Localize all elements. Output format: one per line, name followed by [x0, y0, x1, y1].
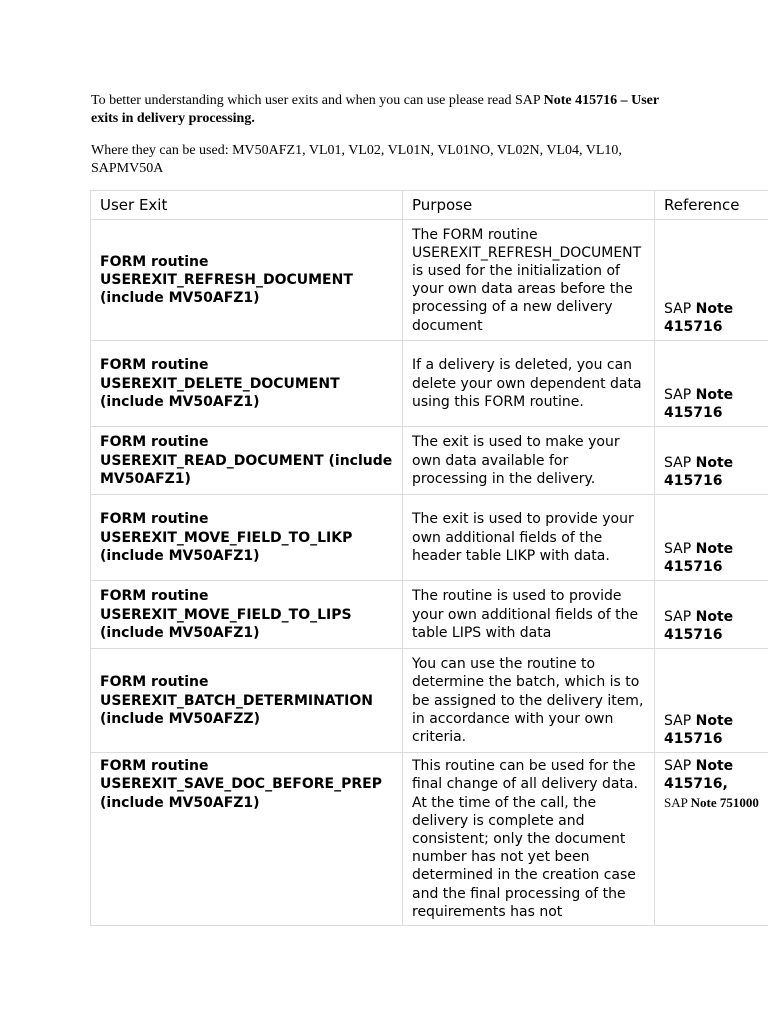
reference-prefix: SAP [664, 608, 696, 625]
purpose-cell: You can use the routine to determine the batch, which is to be assigned to the delivery item, in accordance with your own criteria. [403, 649, 655, 753]
user-exit-name: FORM routine USEREXIT_BATCH_DETERMINATION (include MV50AFZZ) [100, 674, 373, 727]
user-exit-name: FORM routine USEREXIT_MOVE_FIELD_TO_LIPS (include MV50AFZ1) [100, 588, 352, 641]
purpose-cell: If a delivery is deleted, you can delete your own dependent data using this FORM routine. [403, 341, 655, 427]
user-exit-name: FORM routine USEREXIT_READ_DOCUMENT (include MV50AFZ1) [100, 434, 393, 487]
user-exit-cell [91, 649, 403, 753]
intro-paragraph [91, 92, 661, 128]
user-exit-cell [91, 581, 403, 649]
header-purpose: Purpose [403, 191, 655, 220]
reference-note: Note 415716 [664, 386, 734, 421]
user-exit-cell [91, 495, 403, 581]
usage-paragraph: Where they can be used: MV50AFZ1, VL01, VL02, VL01N, VL01NO, VL02N, VL04, VL10, SAPMV50A [91, 143, 622, 176]
header-reference: Reference [655, 191, 768, 220]
table-row [91, 495, 768, 581]
reference-cell [655, 581, 768, 649]
user-exit-name: FORM routine USEREXIT_REFRESH_DOCUMENT (include MV50AFZ1) [100, 253, 353, 307]
reference-cell [655, 753, 768, 926]
reference-cell [655, 427, 768, 495]
table-row [91, 341, 768, 427]
table-row [91, 753, 768, 926]
reference-prefix: SAP [664, 712, 696, 729]
user-exits-table [90, 190, 768, 926]
purpose-cell: This routine can be used for the final change of all delivery data. At the time of the call, the delivery is complete and consistent; only the document number has not yet been determined in the creation case and the final processing of the requirements has not [403, 753, 655, 926]
reference-prefix: SAP [664, 300, 696, 317]
table-row [91, 427, 768, 495]
reference-cell [655, 341, 768, 427]
intro-text: To better understanding which user exits and when you can use please read SAP [91, 93, 544, 108]
header-user-exit: User Exit [91, 191, 403, 220]
reference-prefix: SAP [664, 454, 696, 471]
reference-prefix: SAP [664, 540, 696, 557]
user-exit-name: FORM routine USEREXIT_DELETE_DOCUMENT (include MV50AFZ1) [100, 357, 340, 410]
purpose-cell: The routine is used to provide your own additional fields of the table LIPS with data [403, 581, 655, 649]
reference-note: Note 415716 [664, 454, 734, 489]
reference-extra [664, 794, 768, 811]
user-exit-name: FORM routine USEREXIT_SAVE_DOC_BEFORE_PREP (include MV50AFZ1) [100, 758, 382, 811]
reference-cell [655, 495, 768, 581]
user-exit-cell [91, 427, 403, 495]
reference-note: Note 415716 [664, 712, 734, 747]
reference-extra-note: Note 751000 [690, 794, 759, 810]
reference-cell [655, 220, 768, 341]
reference-prefix: SAP [664, 386, 696, 403]
reference-prefix: SAP [664, 758, 696, 775]
user-exit-name: FORM routine USEREXIT_MOVE_FIELD_TO_LIKP (include MV50AFZ1) [100, 511, 353, 564]
intro-note-reference: Note 415716 – User exits in delivery processing. [91, 93, 659, 126]
table-row [91, 220, 768, 341]
user-exit-cell [91, 220, 403, 341]
purpose-cell: The exit is used to make your own data available for processing in the delivery. [403, 427, 655, 495]
reference-note: Note 415716 [664, 540, 734, 575]
table-row [91, 649, 768, 753]
purpose-cell: The FORM routine USEREXIT_REFRESH_DOCUMENT is used for the initialization of your own data areas before the processing of a new delivery document [403, 220, 655, 341]
user-exit-cell [91, 753, 403, 926]
reference-note: Note 415716 [664, 608, 734, 643]
reference-extra-prefix: SAP [664, 794, 691, 810]
reference-note: Note 415716 [664, 300, 734, 335]
purpose-cell: The exit is used to provide your own additional fields of the header table LIKP with data. [403, 495, 655, 581]
user-exit-cell [91, 341, 403, 427]
reference-cell [655, 649, 768, 753]
table-header-row [91, 191, 768, 220]
table-row [91, 581, 768, 649]
reference-note: Note 415716, [664, 758, 734, 793]
